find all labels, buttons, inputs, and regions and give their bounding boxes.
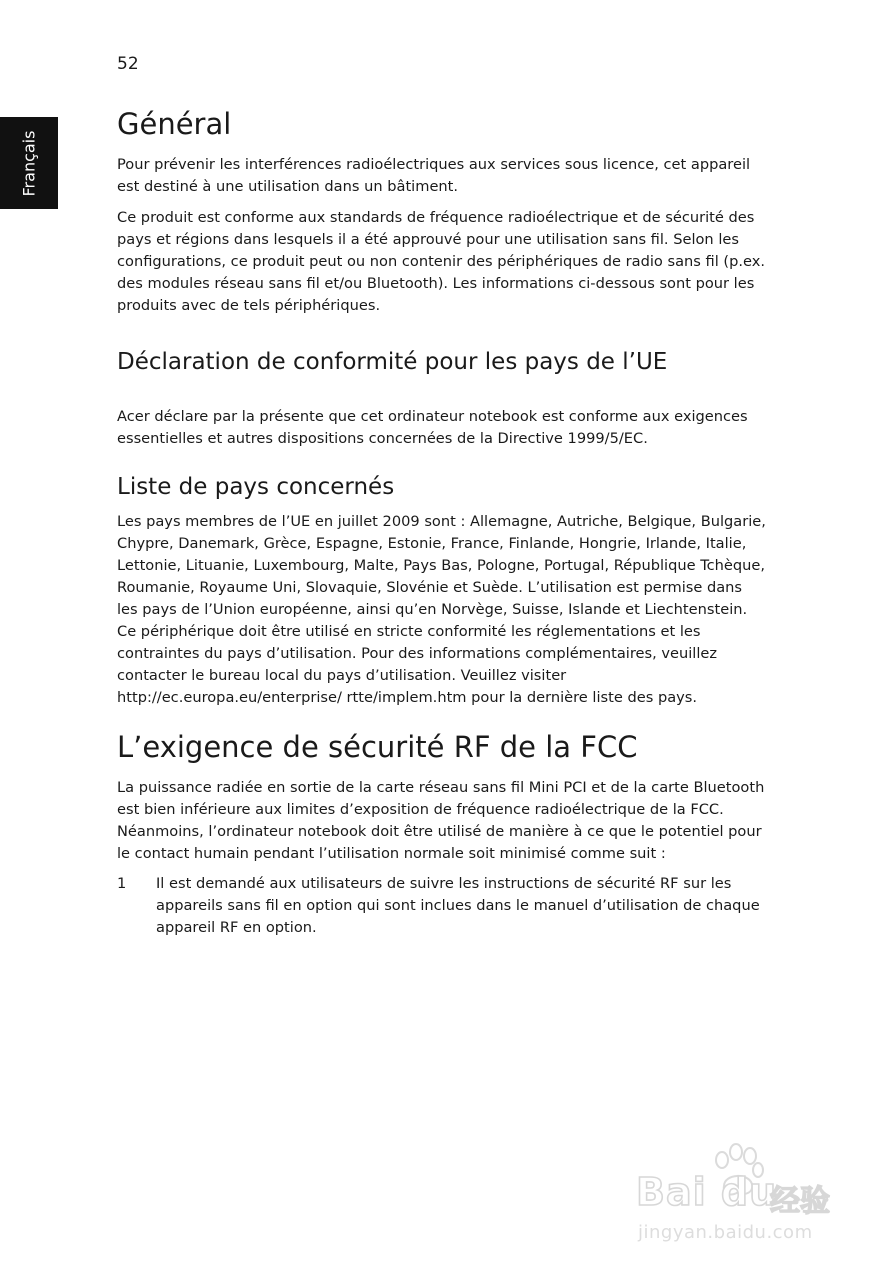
fcc-paragraph: La puissance radiée en sortie de la carte réseau sans fil Mini PCI et de la carte Bluetooth est bien inférieure aux limites d’exposition de fréquence radioélectrique de la FCC. Néanmoins, l’ordinateur notebook doit être utilisé de manière à ce que le potentiel pour le contact humain pendant l’utilisation normale soit minimisé comme suit : [117, 779, 765, 862]
watermark-brand-cn: 经验 [770, 1184, 830, 1219]
page-content [117, 104, 767, 939]
watermark-url: jingyan.baidu.com [638, 1222, 813, 1243]
fcc-list [117, 873, 767, 939]
heading-general: Général [117, 107, 232, 141]
list-item [117, 873, 767, 939]
list-item-number: 1 [117, 875, 127, 892]
language-tab-label: Français [19, 130, 39, 196]
page-number: 52 [117, 54, 139, 74]
watermark-brand: Bai du [636, 1170, 778, 1214]
general-paragraph-2: Ce produit est conforme aux standards de fréquence radioélectrique et de sécurité des pays et régions dans lesquels il a été approuvé pour une utilisation sans fil. Selon les configurations, ce produit peut ou non contenir des périphériques de radio sans fil (p.ex. des modules réseau sans fil et/ou Bluetooth). Les informations ci-dessous sont pour les produits avec de tels périphériques. [117, 209, 765, 314]
general-paragraph-1: Pour prévenir les interférences radioélectriques aux services sous licence, cet appareil est destiné à une utilisation dans un bâtiment. [117, 156, 751, 195]
declaration-paragraph: Acer déclare par la présente que cet ordinateur notebook est conforme aux exigences essentielles et autres dispositions concernées de la Directive 1999/5/EC. [117, 408, 748, 447]
list-item-text: Il est demandé aux utilisateurs de suivre les instructions de sécurité RF sur les appareils sans fil en option qui sont inclues dans le manuel d’utilisation de chaque appareil RF en option. [156, 875, 760, 936]
country-list-paragraph: Les pays membres de l’UE en juillet 2009 sont : Allemagne, Autriche, Belgique, Bulgarie, Chypre, Danemark, Grèce, Espagne, Estonie, France, Finlande, Hongrie, Irlande, Italie, Lettonie, Lituanie, Luxembourg, Malte, Pays Bas, Pologne, Portugal, République Tchèque, Roumanie, Royaume Uni, Slovaquie, Slovénie et Suède. L’utilisation est permise dans les pays de l’Union européenne, ainsi qu’en Norvège, Suisse, Islande et Liechtenstein. Ce périphérique doit être utilisé en stricte conformité les réglementations et les contraintes du pays d’utilisation. Pour des informations complémentaires, veuillez contacter le bureau local du pays d’utilisation. Veuillez visiter http://ec.europa.eu/enterprise/ rtte/implem.htm pour la dernière liste des pays. [117, 513, 766, 706]
heading-declaration: Déclaration de conformité pour les pays de l’UE [117, 349, 668, 375]
heading-fcc: L’exigence de sécurité RF de la FCC [117, 730, 638, 764]
language-tab [0, 117, 58, 209]
baidu-watermark [630, 1140, 840, 1250]
heading-country-list: Liste de pays concernés [117, 474, 395, 500]
